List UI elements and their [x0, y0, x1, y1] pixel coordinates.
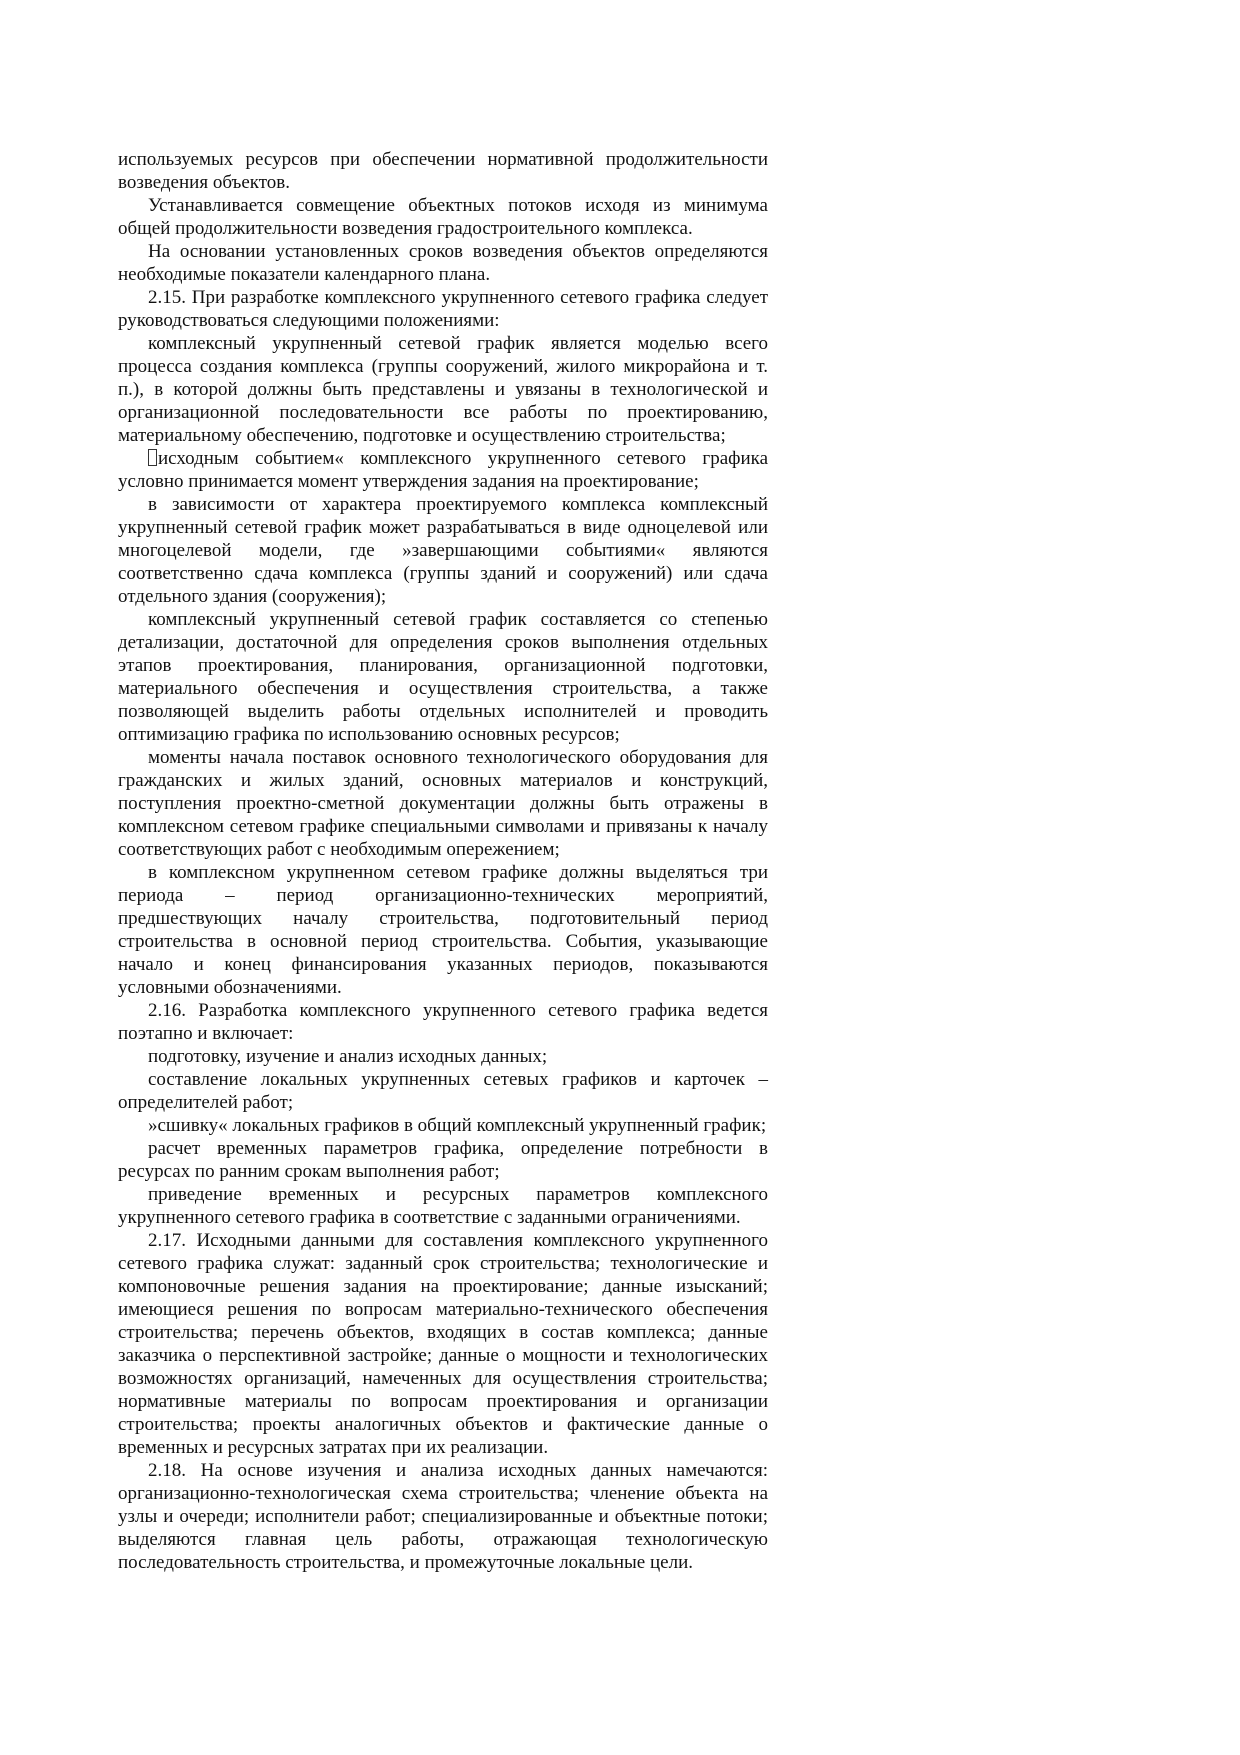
- list-item-paragraph: приведение временных и ресурсных параметров комплексного укрупненного сетевого графика в соответствие с заданными ограничениями.: [118, 1184, 768, 1228]
- section-paragraph-2-17: 2.17. Исходными данными для составления комплексного укрупненного сетевого графика служат: заданный срок строительства; технологические и компоновочные решения задания на проектирование; данные изысканий; имеющиеся решения по вопросам материально-технического обеспечения строительства; перечень объектов, входящих в состав комплекса; данные заказчика о перспективной застройке; данные о мощности и технологических возможностях организаций, намеченных для осуществления строительства; нормативные материалы по вопросам проектирования и организации строительства; проекты аналогичных объектов и фактические данные о временных и ресурсных затратах при их реализации.: [118, 1230, 768, 1458]
- list-item-paragraph: комплексный укрупненный сетевой график составляется со степенью детализации, достаточной для определения сроков выполнения отдельных этапов проектирования, планирования, организационной подготовки, материального обеспечения и осуществления строительства, а также позволяющей выделить работы отдельных исполнителей и проводить оптимизацию графика по использованию основных ресурсов;: [118, 609, 768, 745]
- paragraph-text: исходным событием« комплексного укрупненного сетевого графика условно принимается момент утверждения задания на проектирование;: [118, 448, 768, 492]
- list-item-paragraph: »сшивку« локальных графиков в общий комплексный укрупненный график;: [148, 1115, 767, 1136]
- document-page: [118, 148, 768, 1574]
- list-item-paragraph: подготовку, изучение и анализ исходных данных;: [148, 1046, 548, 1067]
- list-item-paragraph: расчет временных параметров графика, определение потребности в ресурсах по ранним срокам выполнения работ;: [118, 1138, 768, 1182]
- paragraph: Устанавливается совмещение объектных потоков исходя из минимума общей продолжительности возведения градостроительного комплекса.: [118, 195, 768, 239]
- list-item-paragraph: составление локальных укрупненных сетевых графиков и карточек – определителей работ;: [118, 1069, 768, 1113]
- section-paragraph-2-15: 2.15. При разработке комплексного укрупненного сетевого графика следует руководствоваться следующими положениями:: [118, 287, 768, 331]
- section-paragraph-2-18: 2.18. На основе изучения и анализа исходных данных намечаются: организационно-технологическая схема строительства; членение объекта на узлы и очереди; исполнители работ; специализированные и объектные потоки; выделяются главная цель работы, отражающая технологическую последовательность строительства, и промежуточные локальные цели.: [118, 1460, 768, 1573]
- section-paragraph-2-16: 2.16. Разработка комплексного укрупненного сетевого графика ведется поэтапно и включает:: [118, 1000, 768, 1044]
- paragraph: На основании установленных сроков возведения объектов определяются необходимые показатели календарного плана.: [118, 241, 768, 285]
- list-item-paragraph: [118, 447, 768, 493]
- list-item-paragraph: моменты начала поставок основного технологического оборудования для гражданских и жилых зданий, основных материалов и конструкций, поступления проектно-сметной документации должны быть отражены в комплексном сетевом графике специальными символами и привязаны к началу соответствующих работ с необходимым опережением;: [118, 747, 768, 860]
- list-item-paragraph: в зависимости от характера проектируемого комплекса комплексный укрупненный сетевой график может разрабатываться в виде одноцелевой или многоцелевой модели, где »завершающими событиями« являются соответственно сдача комплекса (группы зданий и сооружений) или сдача отдельного здания (сооружения);: [118, 494, 768, 607]
- paragraph: используемых ресурсов при обеспечении нормативной продолжительности возведения объектов.: [118, 149, 768, 193]
- list-item-paragraph: комплексный укрупненный сетевой график является моделью всего процесса создания комплекса (группы сооружений, жилого микрорайона и т. п.), в которой должны быть представлены и увязаны в технологической и организационной последовательности все работы по проектированию, материальному обеспечению, подготовке и осуществлению строительства;: [118, 333, 768, 446]
- list-item-paragraph: в комплексном укрупненном сетевом графике должны выделяться три периода – период организационно-технических мероприятий, предшествующих началу строительства, подготовительный период строительства в основной период строительства. События, указывающие начало и конец финансирования указанных периодов, показываются условными обозначениями.: [118, 862, 768, 998]
- missing-glyph-icon: [148, 449, 157, 466]
